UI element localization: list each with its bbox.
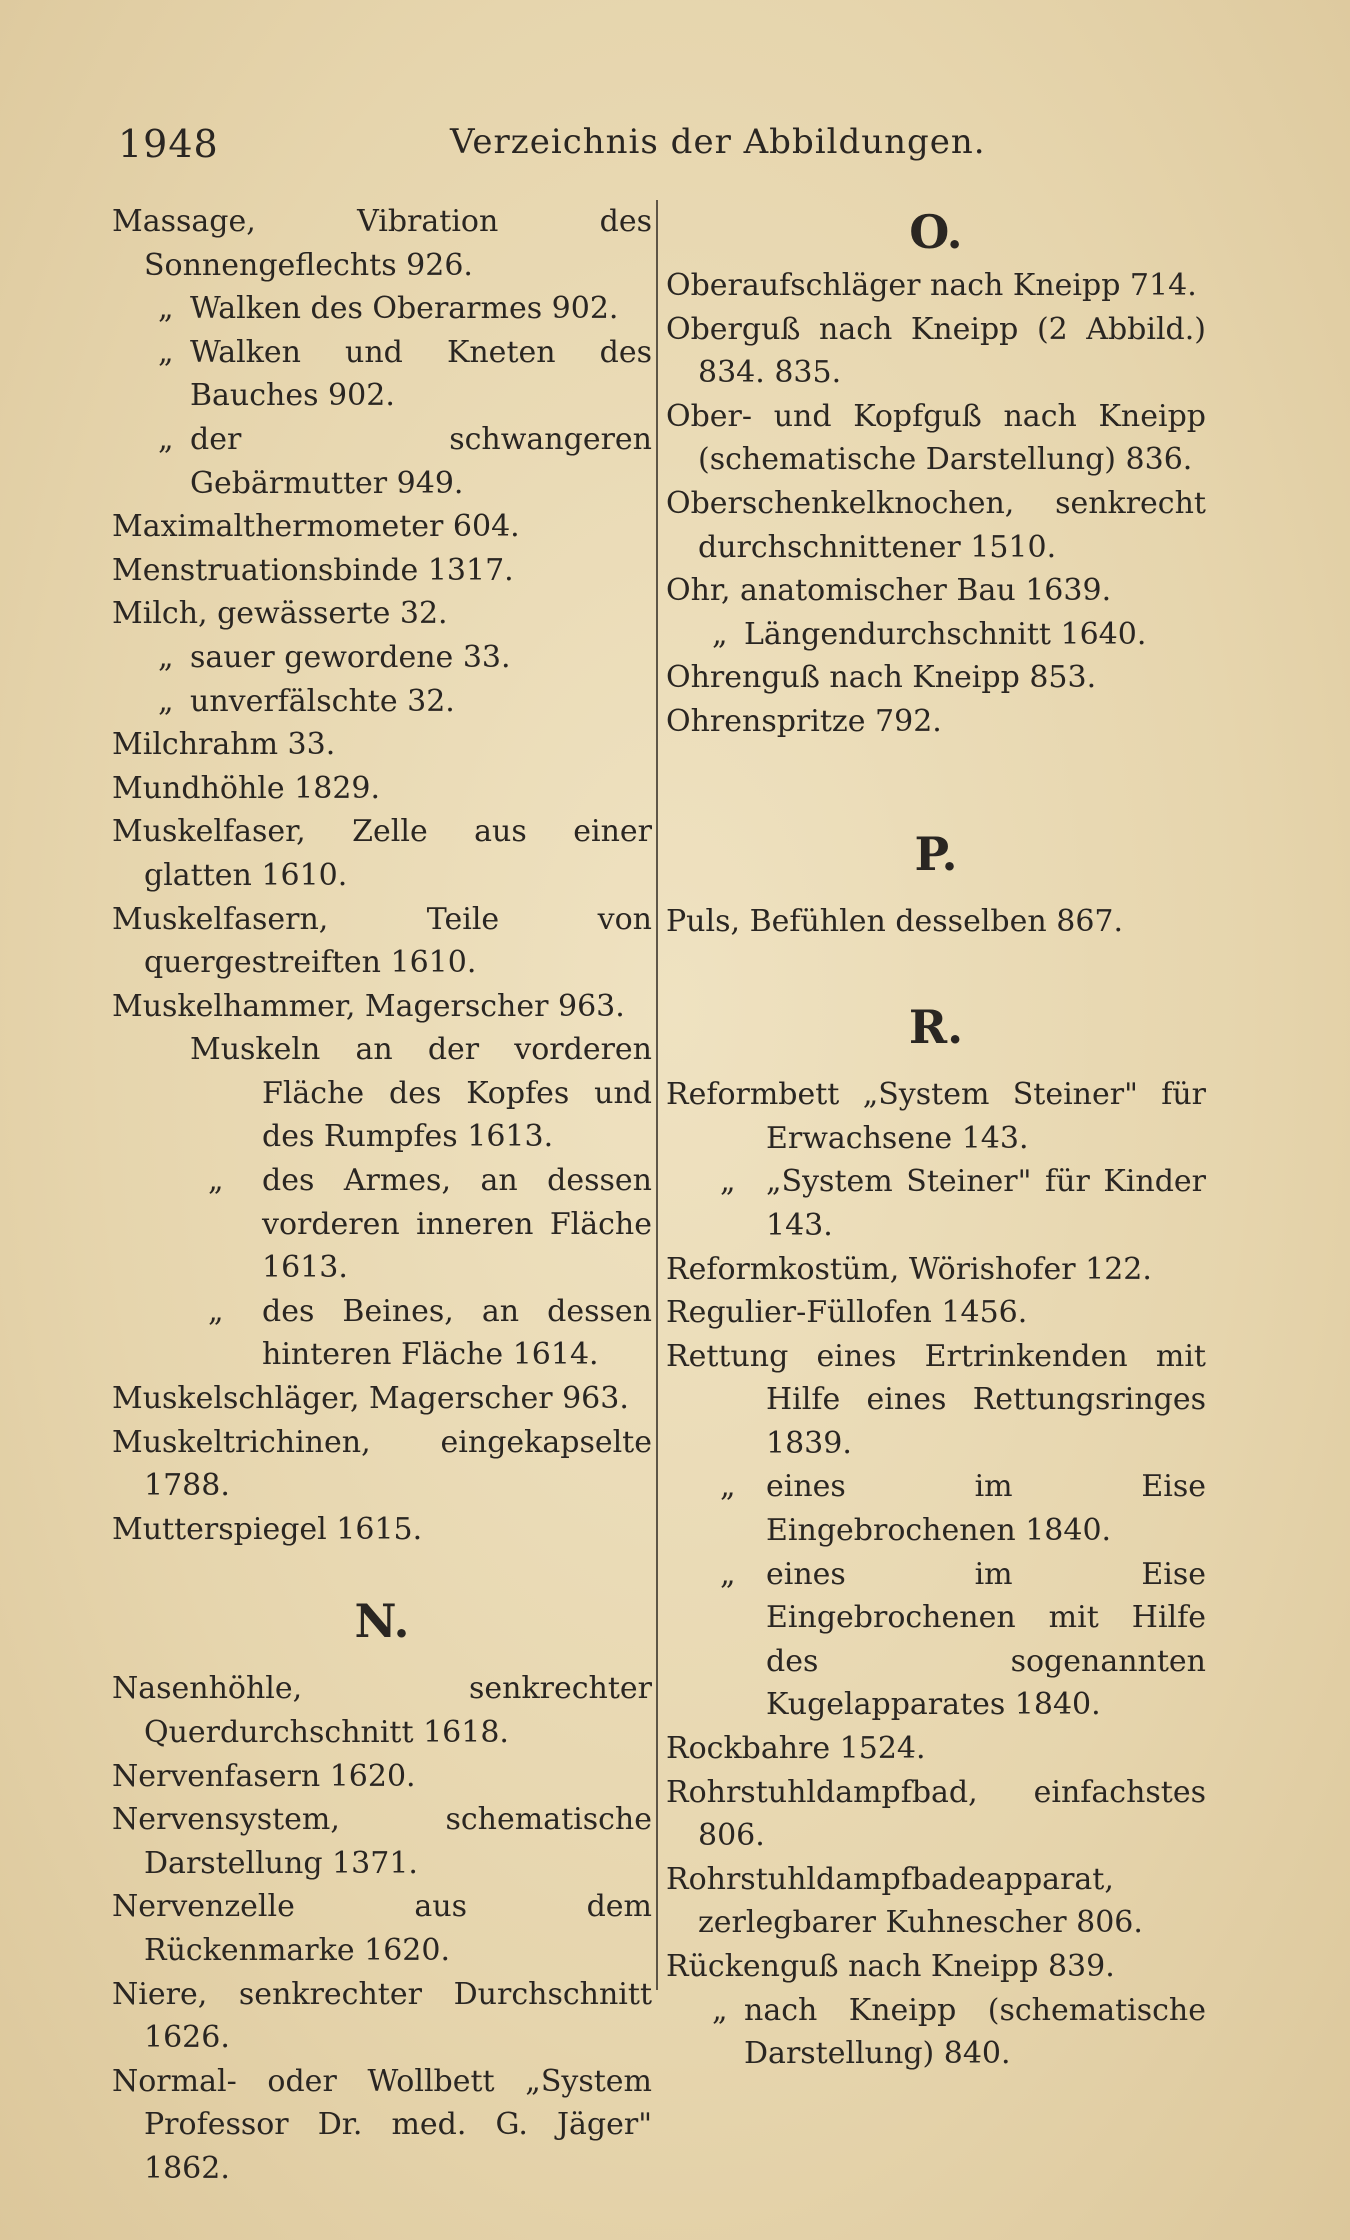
index-entry: Reformkostüm, Wörishofer 122.: [666, 1251, 1152, 1287]
index-entry: Muskelfasern, Teile von quergestreiften 1610.: [112, 901, 652, 981]
index-entry: Maximalthermometer 604.: [112, 509, 520, 545]
section-heading-p: P.: [914, 826, 958, 881]
index-entry: Rettung eines Ertrinkenden mit Hilfe eines Rettungsringes 1839.: [666, 1338, 1206, 1461]
index-subentry: „ des Beines, an dessen hinteren Fläche 1614.: [112, 1290, 652, 1377]
section-heading-n: N.: [354, 1594, 410, 1649]
section-heading-o: O.: [909, 205, 963, 259]
index-entry: Muskeln an der vorderen Fläche des Kopfes und des Rumpfes 1613.: [190, 1032, 652, 1155]
index-entry: Muskelschläger, Magerscher 963.: [112, 1381, 629, 1417]
index-entry: Puls, Befühlen desselben 867.: [666, 903, 1124, 939]
running-head: Verzeichnis der Abbildungen.: [450, 122, 986, 162]
index-entry: Rockbahre 1524.: [666, 1731, 926, 1767]
index-entry: Menstruationsbinde 1317.: [112, 552, 514, 588]
index-entry: Muskelhammer, Magerscher 963.: [112, 988, 625, 1024]
index-subentry: „ des Armes, an dessen vorderen inneren Fläche 1613.: [112, 1159, 652, 1290]
right-column: [666, 200, 1206, 2076]
index-subentry: „ eines im Eise Eingebrochenen mit Hilfe des sogenannten Kugelapparates 1840.: [666, 1553, 1206, 1727]
index-subentry: „ Walken des Oberarmes 902.: [112, 287, 652, 331]
index-entry: Nasenhöhle, senkrechter Querdurchschnitt 1618.: [112, 1671, 652, 1750]
left-column: [112, 200, 652, 2191]
index-entry: Massage, Vibration des Sonnengeflechts 926.: [112, 204, 652, 283]
section-heading-r: R.: [908, 1000, 964, 1055]
index-entry: Rohrstuhldampfbad, einfachstes 806.: [666, 1774, 1206, 1854]
index-entry: Nervenfasern 1620.: [112, 1758, 416, 1794]
index-entry: Muskeltrichinen, eingekapselte 1788.: [112, 1424, 652, 1504]
index-subentry: „ unverfälschte 32.: [112, 680, 652, 724]
index-entry: Ohrenguß nach Kneipp 853.: [666, 660, 1097, 696]
index-subentry: „ nach Kneipp (schematische Darstellung) 840.: [666, 1989, 1206, 2076]
index-entry: Milchrahm 33.: [112, 727, 336, 763]
index-entry: Ohrenspritze 792.: [666, 703, 942, 739]
index-entry: Normal- oder Wollbett „System Professor Dr. med. G. Jäger" 1862.: [112, 2063, 652, 2186]
index-entry: Mundhöhle 1829.: [112, 770, 381, 806]
index-entry: Rohrstuhldampfbadeapparat, zerlegbarer Kuhnescher 806.: [666, 1861, 1143, 1941]
page-number: 1948: [118, 122, 219, 166]
index-entry: Nervenzelle aus dem Rückenmarke 1620.: [112, 1889, 652, 1968]
index-subentry: „ sauer gewordene 33.: [112, 636, 652, 680]
index-subentry: „ Längendurchschnitt 1640.: [666, 613, 1206, 657]
index-entry: Milch, gewässerte 32.: [112, 596, 448, 632]
index-entry: Regulier-Füllofen 1456.: [666, 1295, 1028, 1331]
index-entry: Muskelfaser, Zelle aus einer glatten 1610.: [112, 814, 652, 893]
index-entry: Mutterspiegel 1615.: [112, 1511, 423, 1547]
index-entry: Nervensystem, schematische Darstellung 1371.: [112, 1802, 652, 1881]
index-entry: Niere, senkrechter Durchschnitt 1626.: [112, 1976, 652, 2056]
index-subentry: „ eines im Eise Eingebrochenen 1840.: [666, 1465, 1206, 1552]
index-entry: Ohr, anatomischer Bau 1639.: [666, 573, 1112, 609]
index-subentry: „ „System Steiner" für Kinder 143.: [666, 1160, 1206, 1247]
index-entry: Oberschenkelknochen, senkrecht durchschnittener 1510.: [666, 485, 1206, 565]
index-entry: Oberguß nach Kneipp (2 Abbild.) 834. 835.: [666, 311, 1206, 391]
index-entry: Oberaufschläger nach Kneipp 714.: [666, 268, 1197, 303]
index-entry: Reformbett „System Steiner" für Erwachsene 143.: [666, 1077, 1206, 1156]
column-divider: [656, 200, 658, 1990]
index-subentry: „ der schwangeren Gebärmutter 949.: [112, 418, 652, 505]
index-subentry: „ Walken und Kneten des Bauches 902.: [112, 331, 652, 418]
index-entry: Ober- und Kopfguß nach Kneipp (schematische Darstellung) 836.: [666, 398, 1206, 478]
index-entry: Rückenguß nach Kneipp 839.: [666, 1949, 1115, 1984]
